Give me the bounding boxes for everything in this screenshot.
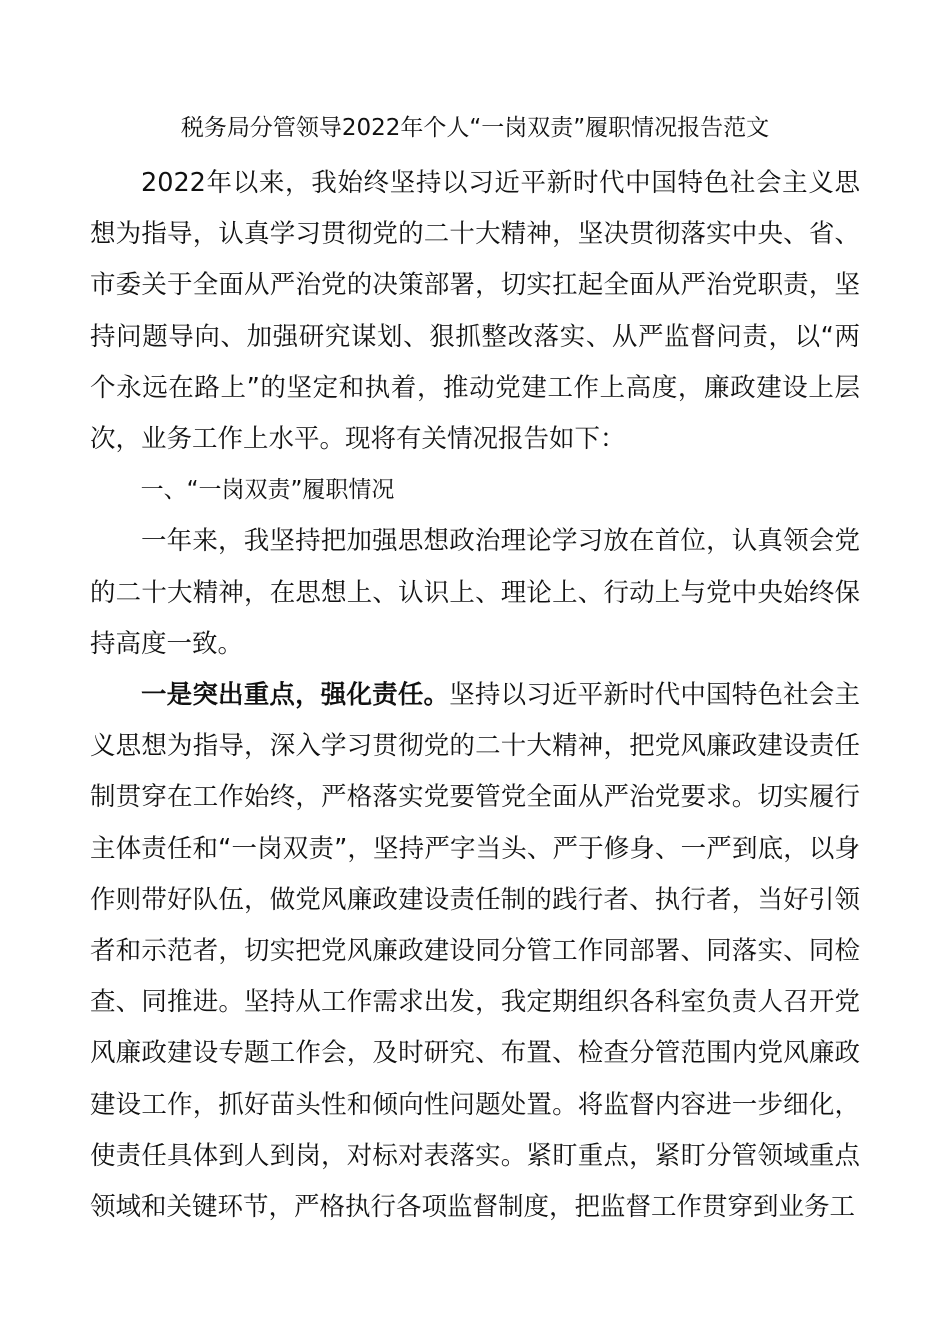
section-intro-paragraph: 一年来，我坚持把加强思想政治理论学习放在首位，认真领会党的二十大精神，在思想上、认识上、理论上、行动上与党中央始终保持高度一致。: [90, 526, 860, 659]
point-one-paragraph: [90, 670, 860, 1233]
point-one-body: 坚持以习近平新时代中国特色社会主义思想为指导，深入学习贯彻党的二十大精神，把党风廉政建设责任制贯穿在工作始终，严格落实党要管党全面从严治党要求。切实履行主体责任和“一岗双责”，坚持严字当头、严于修身、一严到底，以身作则带好队伍，做党风廉政建设责任制的践行者、执行者，当好引领者和示范者，切实把党风廉政建设同分管工作同部署、同落实、同检查、同推进。坚持从工作需求出发，我定期组织各科室负责人召开党风廉政建设专题工作会，及时研究、布置、检查分管范围内党风廉政建设工作，抓好苗头性和倾向性问题处置。将监督内容进一步细化，使责任具体到人到岗，对标对表落实。紧盯重点，紧盯分管领域重点领域和关键环节，严格执行各项监督制度，把监督工作贯穿到业务工: [90, 680, 860, 1223]
section-heading: 一、“一岗双责”履职情况: [140, 477, 395, 504]
point-one-lead: 一是突出重点，强化责任。: [141, 680, 450, 711]
document-title: 税务局分管领导2022年个人“一岗双责”履职情况报告范文: [180, 115, 770, 141]
document-page: [90, 108, 860, 1233]
intro-paragraph: 2022年以来，我始终坚持以习近平新时代中国特色社会主义思想为指导，认真学习贯彻党的二十大精神，坚决贯彻落实中央、省、市委关于全面从严治党的决策部署，切实扛起全面从严治党职责，坚持问题导向、加强研究谋划、狠抓整改落实、从严监督问责，以“两个永远在路上”的坚定和执着，推动党建工作上高度，廉政建设上层次，业务工作上水平。现将有关情况报告如下：: [90, 168, 860, 455]
